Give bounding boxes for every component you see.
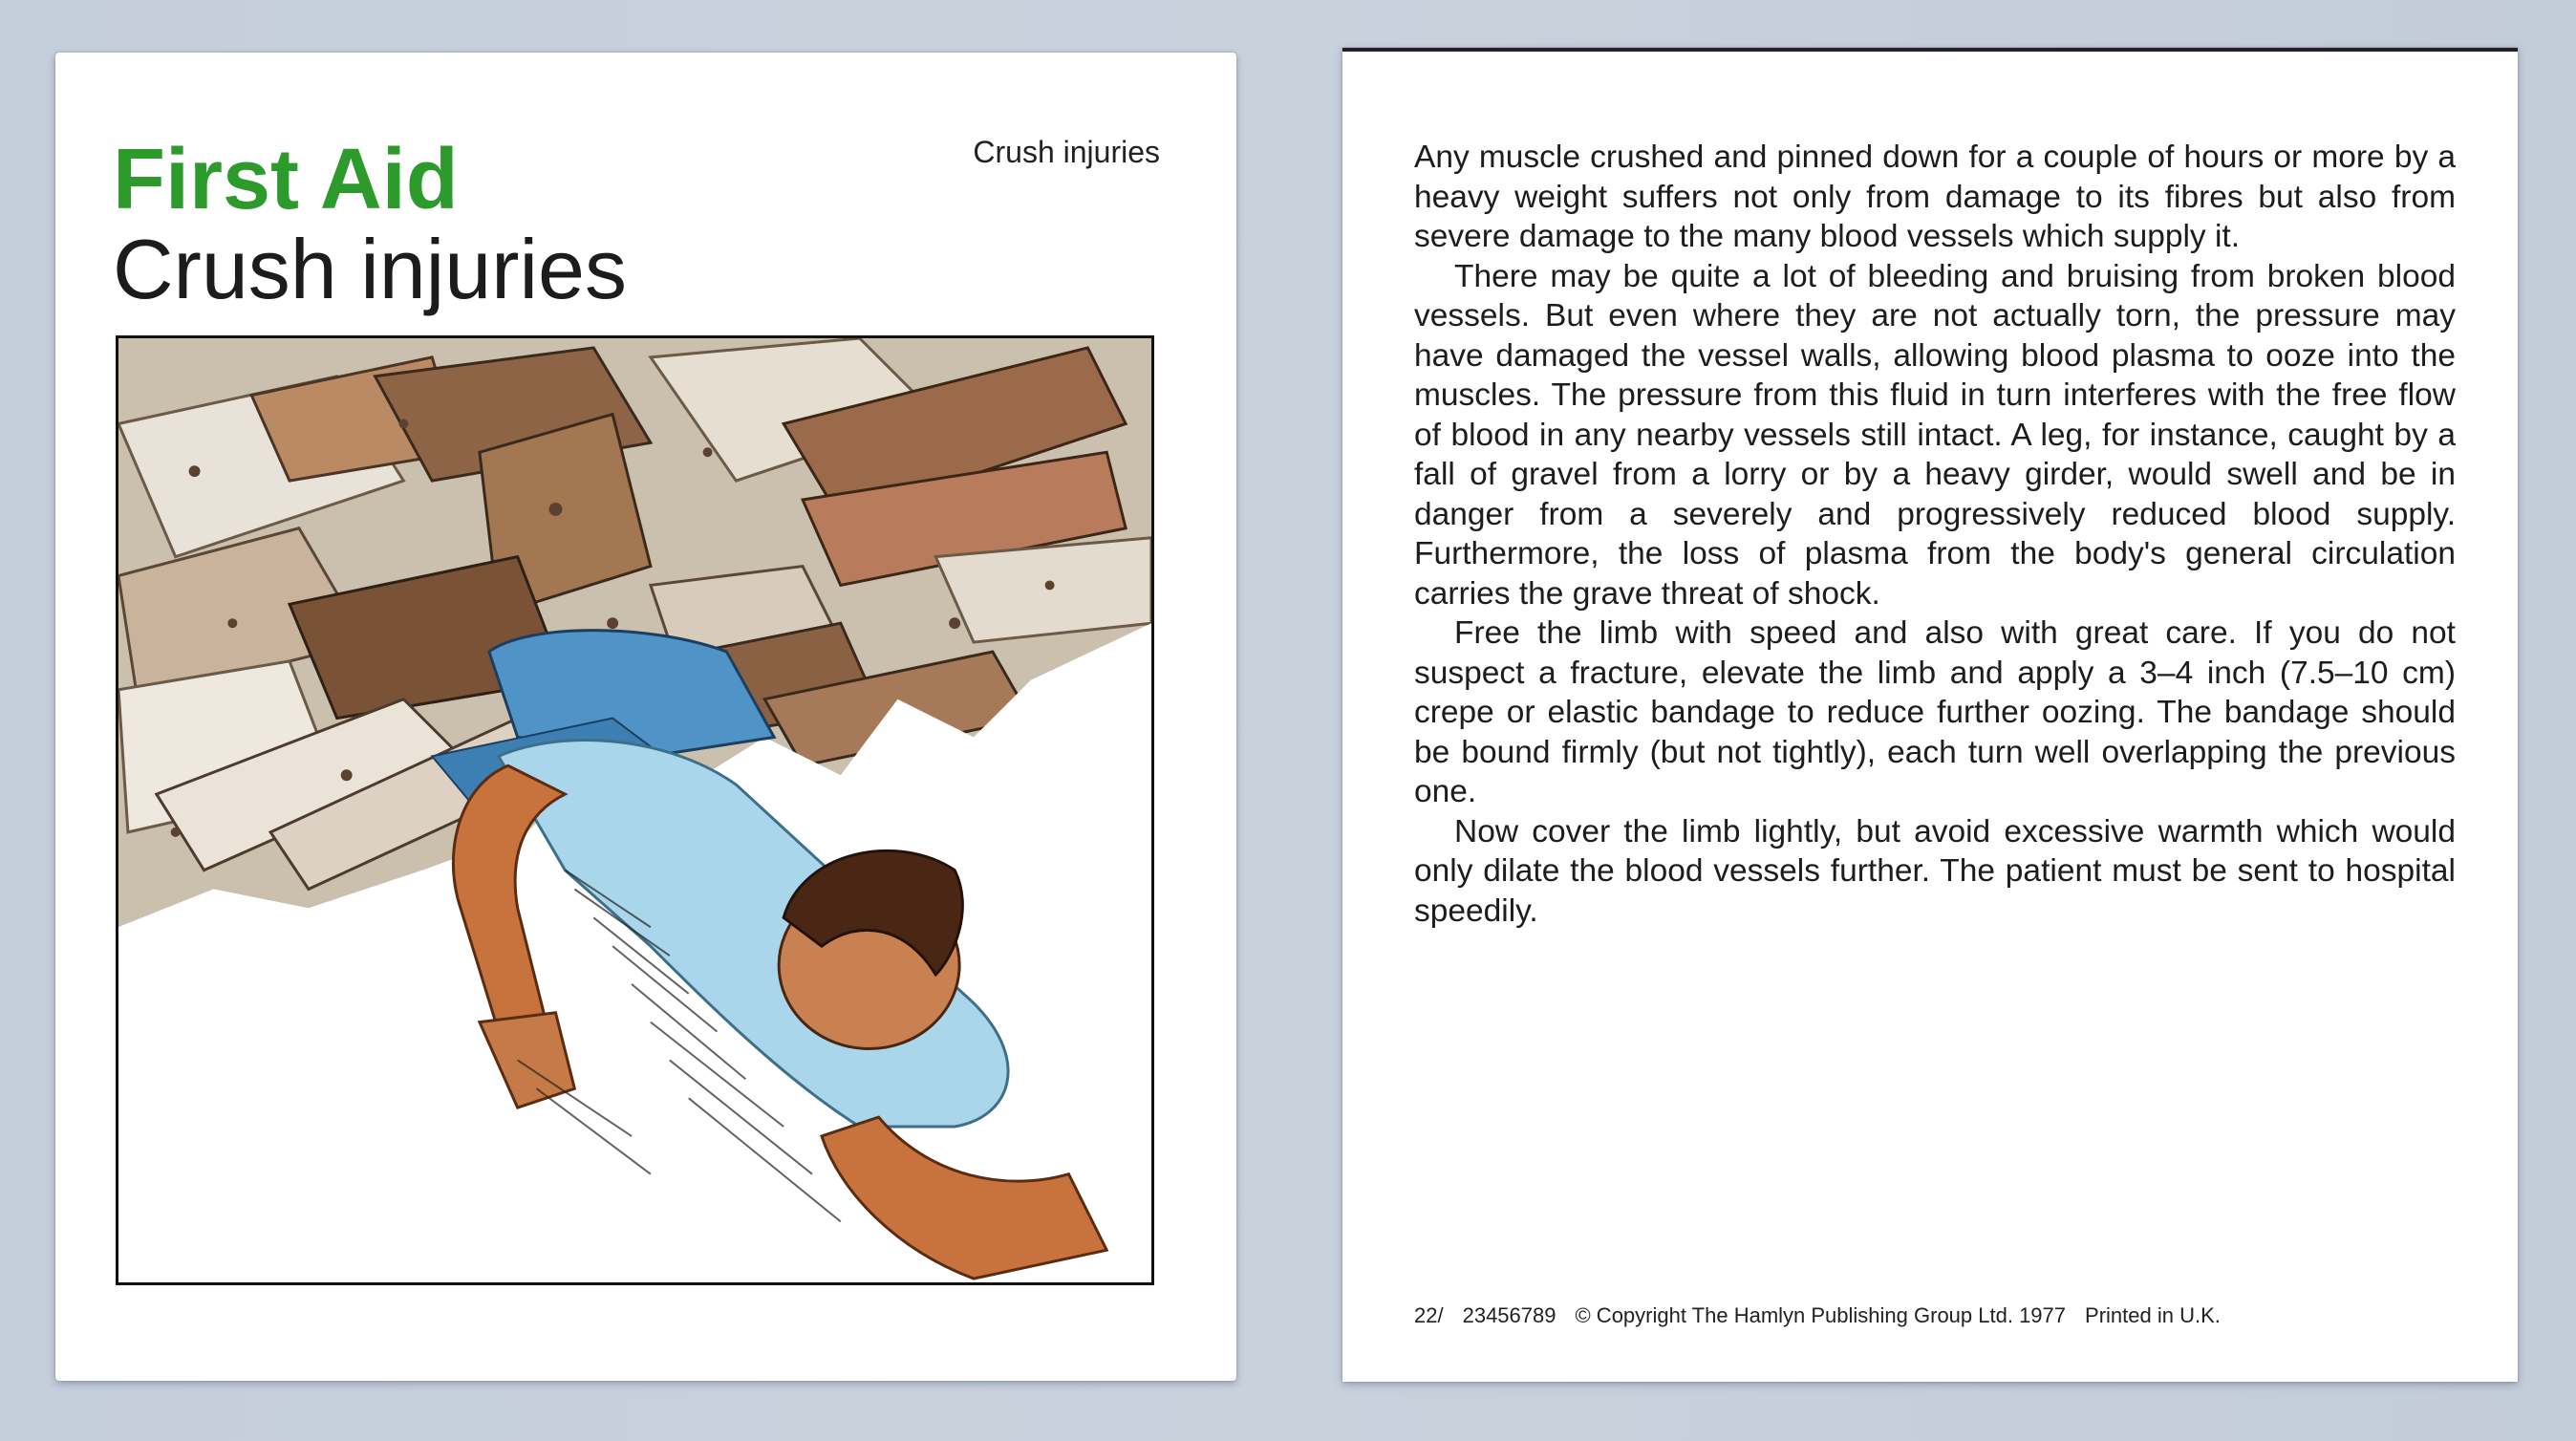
copyright-notice: © Copyright The Hamlyn Publishing Group Ltd. 1977 [1575, 1303, 2067, 1327]
series-title: First Aid [113, 132, 459, 227]
card-front [55, 53, 1236, 1381]
card-back [1342, 48, 2518, 1382]
corner-label: Crush injuries [973, 135, 1160, 169]
card-title: Crush injuries [113, 222, 627, 316]
crush-injury-illustration [116, 335, 1154, 1285]
paragraph-4: Now cover the limb lightly, but avoid excessive warmth which would only dilate the blood vessels further. The patient must be sent to hospital speedily. [1414, 813, 2456, 929]
paragraph-2: There may be quite a lot of bleeding and bruising from broken blood vessels. But even where they are not actually torn, the pressure may have damaged the vessel walls, allowing blood plasma to ooze into the muscles. The pressure from this fluid in turn interferes with the free flow of blood in any nearby vessels still intact. A leg, for instance, caught by a fall of gravel from a lorry or by a heavy girder, would swell and be in danger from a severely and progressively reduced blood supply. Furthermore, the loss of plasma from the body's general circulation carries the grave threat of shock. [1414, 258, 2456, 612]
printed-in: Printed in U.K. [2085, 1303, 2221, 1327]
card-number: 22/ [1414, 1303, 1444, 1327]
product-code: 23456789 [1462, 1303, 1556, 1327]
body-text [1414, 138, 2456, 931]
rubble-scene-image [118, 338, 1151, 1282]
card-footer [1414, 1303, 2240, 1328]
paragraph-3: Free the limb with speed and also with great care. If you do not suspect a fracture, elevate the limb and apply a 3–4 inch (7.5–10 cm) crepe or elastic bandage to reduce further oozing. The bandage should be bound firmly (but not tightly), each turn well overlapping the previous one. [1414, 615, 2456, 809]
paragraph-1: Any muscle crushed and pinned down for a couple of hours or more by a heavy weight suffers not only from damage to its fibres but also from severe damage to the many blood vessels which supply it. [1414, 140, 2456, 254]
